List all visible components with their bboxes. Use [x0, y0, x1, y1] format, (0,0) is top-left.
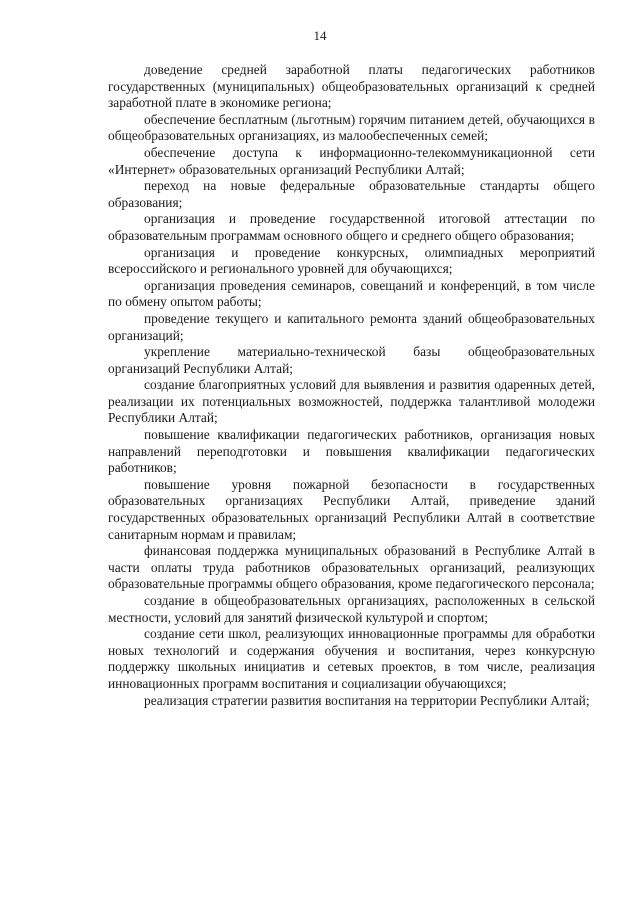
- paragraph: организация и проведение конкурсных, олимпиадных мероприятий всероссийского и регионального уровней для обучающихся;: [108, 244, 595, 277]
- paragraph: повышение квалификации педагогических работников, организация новых направлений переподготовки и повышения квалификации педагогических работников;: [108, 427, 595, 476]
- paragraph: проведение текущего и капитального ремонта зданий общеобразовательных организаций;: [108, 310, 595, 343]
- paragraph: организация и проведение государственной итоговой аттестации по образовательным программам основного общего и среднего общего образования;: [108, 211, 595, 243]
- paragraph: реализация стратегии развития воспитания на территории Республики Алтай;: [144, 692, 590, 708]
- paragraph: переход на новые федеральные образовательные стандарты общего образования;: [108, 178, 595, 210]
- paragraph: доведение средней заработной платы педагогических работников государственных (муниципальных) общеобразовательных организаций к средней заработной плате в экономике региона;: [108, 62, 595, 111]
- page-number: 14: [313, 28, 327, 43]
- paragraph: обеспечение доступа к информационно-телекоммуникационной сети «Интернет» образовательных организаций Республики Алтай;: [108, 144, 595, 177]
- body-text: [108, 62, 595, 709]
- paragraph: создание в общеобразовательных организациях, расположенных в сельской местности, условий для занятий физической культурой и спортом;: [108, 593, 595, 625]
- paragraph: повышение уровня пожарной безопасности в государственных образовательных организациях Республики Алтай, приведение зданий государственных образовательных организаций Республики Алтай в соответствие санитарным нормам и правилам;: [108, 476, 595, 542]
- paragraph: обеспечение бесплатным (льготным) горячим питанием детей, обучающихся в общеобразовательных организациях, из малообеспеченных семей;: [108, 111, 595, 144]
- paragraph: организация проведения семинаров, совещаний и конференций, в том числе по обмену опытом работы;: [108, 277, 595, 310]
- paragraph: создание благоприятных условий для выявления и развития одаренных детей, реализации их потенциальных возможностей, поддержка талантливой молодежи Республики Алтай;: [108, 377, 595, 426]
- paragraph: создание сети школ, реализующих инновационные программы для обработки новых технологий и содержания обучения и воспитания, через конкурсную поддержку школьных инициатив и сетевых проектов, в том числе, реализация инновационных программ воспитания и социализации обучающихся;: [108, 626, 595, 691]
- paragraph: укрепление материально-технической базы общеобразовательных организаций Республики Алтай;: [108, 344, 595, 376]
- paragraph: финансовая поддержка муниципальных образований в Республике Алтай в части оплаты труда работников образовательных организаций, реализующих образовательные программы общего образования, кроме педагогического персонала;: [108, 543, 595, 592]
